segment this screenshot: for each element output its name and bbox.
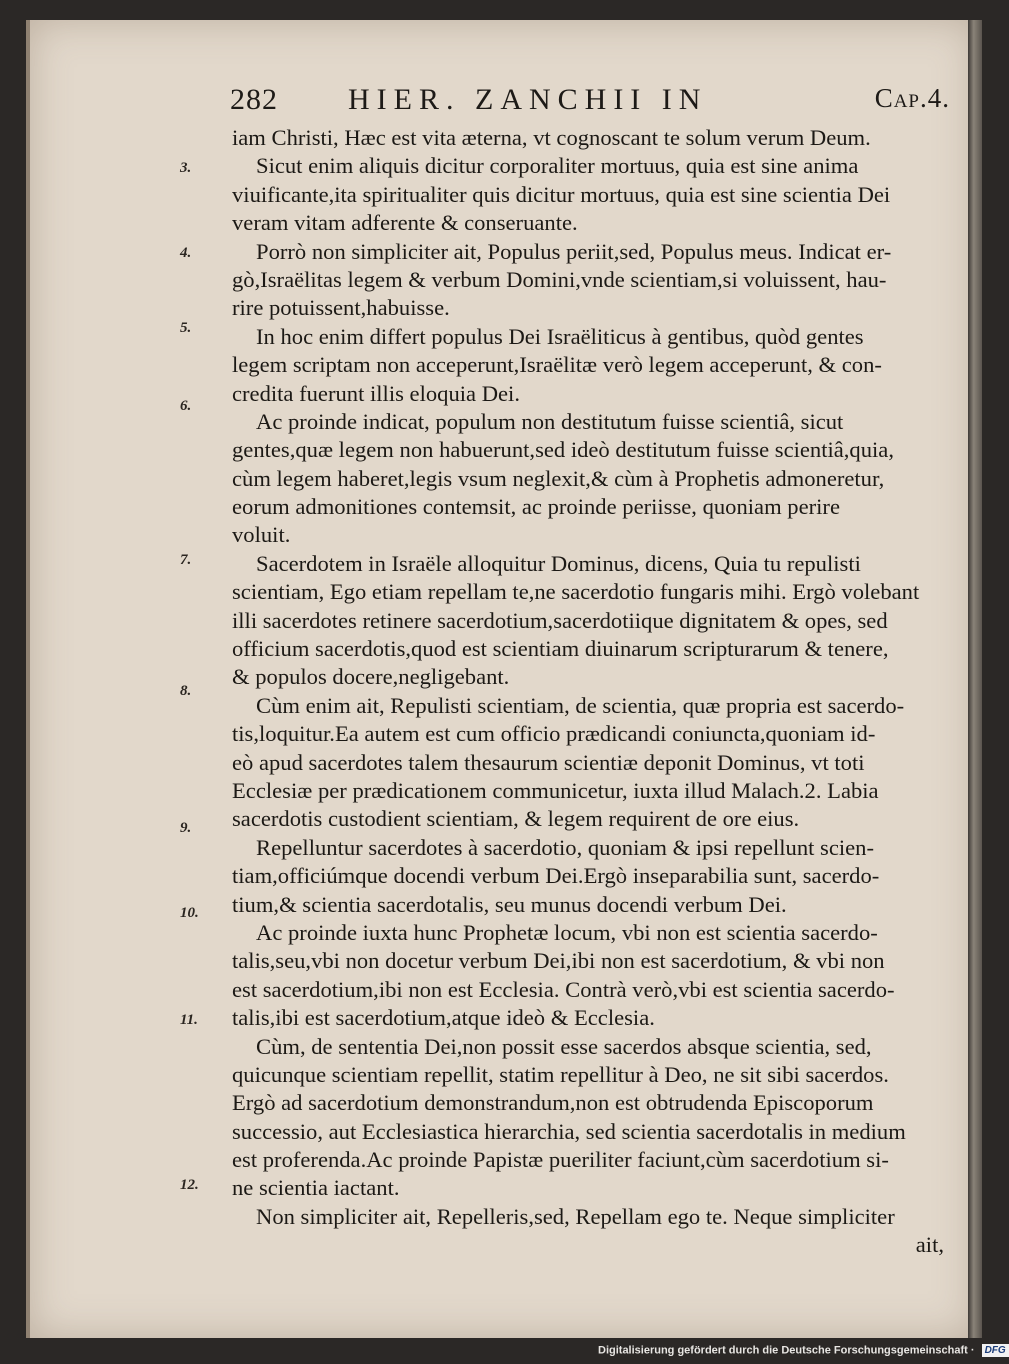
book-spine [968,20,982,1338]
margin-number: 11. [180,1012,198,1028]
text-line: est sacerdotium,ibi non est Ecclesia. Contrà verò,vbi est scientia sacerdo- [232,976,895,1002]
text-line: Non simpliciter ait, Repelleris,sed, Repellam ego te. Neque simpliciter [256,1203,895,1229]
margin-number: 6. [180,398,192,414]
text-line: & populos docere,negligebant. [232,664,510,690]
text-line: rire potuissent,habuisse. [232,295,450,321]
page-number: 282 [230,83,278,116]
text-line: Cùm enim ait, Repulisti scientiam, de scientia, quæ propria est sacerdo- [256,692,905,718]
text-line: quicunque scientiam repellit, statim repellitur à Deo, ne sit sibi sacerdos. [232,1061,889,1087]
margin-number: 5. [180,320,192,336]
text-line: eò apud sacerdotes talem thesaurum scientiæ deponit Dominus, vt toti [232,749,865,775]
text-line: tium,& scientia sacerdotalis, seu munus docendi verbum Dei. [232,891,787,917]
text-line: legem scriptam non acceperunt,Israëlitæ verò legem acceperunt, & con- [232,352,882,378]
text-line: cùm legem haberet,legis vsum neglexit,& cùm à Prophetis admoneretur, [232,465,885,491]
text-line: talis,seu,vbi non docetur verbum Dei,ibi non est sacerdotium, & vbi non [232,948,885,974]
text-line: viuificante,ita spiritualiter quis dicitur mortuus, quia est sine scientia Dei [232,181,891,207]
margin-number: 3. [180,160,192,176]
text-line: officium sacerdotis,quod est scientiam diuinarum scripturarum & tenere, [232,636,889,662]
text-line: tiam,officiúmque docendi verbum Dei.Ergò inseparabilia sunt, sacerdo- [232,863,880,889]
body-text [232,124,944,1260]
text-line: illi sacerdotes retinere sacerdotium,sacerdotiique dignitatem & opes, sed [232,607,888,633]
text-line: scientiam, Ego etiam repellam te,ne sacerdotio fungaris mihi. Ergò volebant [232,579,920,605]
text-line: sacerdotis custodient scientiam, & legem requirent de ore eius. [232,806,800,832]
running-title: HIER. ZANCHII IN [348,83,708,116]
text-line: Porrò non simpliciter ait, Populus periit,sed, Populus meus. Indicat er- [256,238,892,264]
margin-number: 9. [180,820,192,836]
text-line: gentes,quæ legem non habuerunt,sed ideò destitutum fuisse scientiâ,quia, [232,437,894,463]
text-line: Ecclesiæ per prædicationem communicetur, iuxta illud Malach.2. Labia [232,777,879,803]
text-line: talis,ibi est sacerdotium,atque ideò & Ecclesia. [232,1005,655,1031]
text-line: iam Christi, Hæc est vita æterna, vt cognoscant te solum verum Deum. [232,125,871,150]
text-line: Sicut enim aliquis dicitur corporaliter mortuus, quia est sine anima [256,153,859,179]
text-line: tis,loquitur.Ea autem est cum officio prædicandi coniuncta,quoniam id- [232,721,876,747]
margin-number: 7. [180,552,192,568]
text-line: gò,Israëlitas legem & verbum Domini,vnde scientiam,si voluissent, hau- [232,266,887,292]
margin-number: 12. [180,1177,199,1193]
footer-credit [598,1344,1009,1360]
text-line: Sacerdotem in Israële alloquitur Dominus, dicens, Quia tu repulisti [256,550,861,576]
text-line: Repelluntur sacerdotes à sacerdotio, quoniam & ipsi repellunt scien- [256,834,875,860]
margin-number: 10. [180,905,199,921]
text-line: Cùm, de sententia Dei,non possit esse sacerdos absque scientia, sed, [256,1033,872,1059]
text-line: ne scientia iactant. [232,1175,400,1201]
text-line: est proferenda.Ac proinde Papistæ pueriliter faciunt,cùm sacerdotium si- [232,1147,889,1173]
margin-number: 8. [180,683,192,699]
margin-number: 4. [180,245,192,261]
text-line: veram vitam adferente & conseruante. [232,210,578,236]
text-line: Ergò ad sacerdotium demonstrandum,non est obtrudenda Episcoporum [232,1090,874,1116]
text-line: Ac proinde iuxta hunc Prophetæ locum, vbi non est scientia sacerdo- [256,919,878,945]
page-header [230,83,950,123]
chapter-label: Cap.4. [874,83,950,113]
text-line: successio, aut Ecclesiastica hierarchia, sed scientia sacerdotalis in medium [232,1118,906,1144]
text-line: eorum admonitiones contemsit, ac proinde periisse, quoniam perire [232,494,840,520]
text-line: In hoc enim differt populus Dei Israëliticus à gentibus, quòd gentes [256,323,864,349]
text-line: Ac proinde indicat, populum non destitutum fuisse scientiâ, sicut [256,408,844,434]
text-line: credita fuerunt illis eloquia Dei. [232,380,520,406]
dfg-logo: DFG [982,1344,1009,1357]
text-line: voluit. [232,522,291,548]
catchword: ait, [915,1232,944,1258]
footer-text: Digitalisierung gefördert durch die Deutsche Forschungsgemeinschaft · [598,1344,975,1357]
